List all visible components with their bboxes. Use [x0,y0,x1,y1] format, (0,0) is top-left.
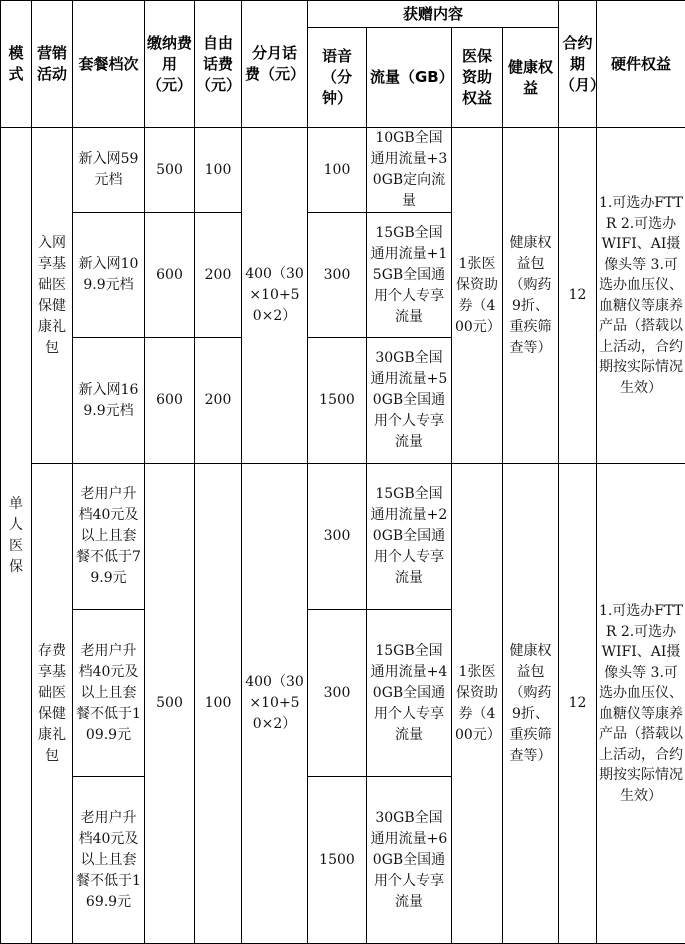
plan-cell: 老用户升档40元及以上且套餐不低于109.9元 [73,610,145,777]
payment-cell: 600 [145,213,195,338]
mode-cell: 单人医保 [1,128,32,944]
payment-cell: 600 [145,338,195,464]
free-fee-cell: 100 [195,128,242,213]
header-contract-period: 合约期（月） [559,1,597,128]
table-row [1,464,685,610]
monthly-fee-cell: 400（30×10+50×2） [242,128,308,464]
campaign-cell: 入网享基础医保健康礼包 [32,128,73,464]
monthly-fee-cell: 400（30×10+50×2） [242,464,308,944]
header-health: 健康权益 [503,28,559,128]
campaign-cell: 存费享基础医保健康礼包 [32,464,73,944]
header-free-fee: 自由话费（元） [195,1,242,128]
header-campaign: 营销活动 [32,1,73,128]
payment-cell: 500 [145,464,195,944]
voice-cell: 100 [308,128,367,213]
header-payment-fee: 缴纳费用（元） [145,1,195,128]
free-fee-cell: 200 [195,338,242,464]
data-cell: 15GB全国通用流量+40GB全国通用个人专享流量 [367,610,452,777]
free-fee-cell: 100 [195,464,242,944]
medical-aid-cell: 1张医保资助券（400元） [452,128,503,464]
data-cell: 10GB全国通用流量+30GB定向流量 [367,128,452,213]
header-mode: 模式 [1,1,32,128]
header-plan-tier: 套餐档次 [73,1,145,128]
voice-cell: 300 [308,464,367,610]
table-row [1,128,685,213]
free-fee-cell: 200 [195,213,242,338]
health-cell: 健康权益包（购药9折、重疾筛查等） [503,464,559,944]
hardware-cell: 1.可选办FTTR 2.可选办WIFI、AI摄像头等 3.可选办血压仪、血糖仪等康养产品（搭载以上活动，合约期按实际情况生效） [597,128,685,464]
header-voice: 语音（分钟） [308,28,367,128]
voice-cell: 300 [308,213,367,338]
health-cell: 健康权益包（购药9折、重疾筛查等） [503,128,559,464]
plan-cell: 新入网59元档 [73,128,145,213]
payment-cell: 500 [145,128,195,213]
header-medical-aid: 医保资助权益 [452,28,503,128]
voice-cell: 1500 [308,338,367,464]
data-cell: 30GB全国通用流量+60GB全国通用个人专享流量 [367,777,452,944]
data-cell: 15GB全国通用流量+20GB全国通用个人专享流量 [367,464,452,610]
plan-cell: 老用户升档40元及以上且套餐不低于169.9元 [73,777,145,944]
medical-aid-cell: 1张医保资助券（400元） [452,464,503,944]
contract-cell: 12 [559,464,597,944]
data-cell: 15GB全国通用流量+15GB全国通用个人专享流量 [367,213,452,338]
header-data: 流量（GB） [367,28,452,128]
header-monthly-fee: 分月话费（元） [242,1,308,128]
data-cell: 30GB全国通用流量+50GB全国通用个人专享流量 [367,338,452,464]
contract-cell: 12 [559,128,597,464]
header-gift-content: 获赠内容 [308,1,559,28]
voice-cell: 300 [308,610,367,777]
plan-cell: 新入网169.9元档 [73,338,145,464]
header-hardware: 硬件权益 [597,1,685,128]
voice-cell: 1500 [308,777,367,944]
hardware-cell: 1.可选办FTTR 2.可选办WIFI、AI摄像头等 3.可选办血压仪、血糖仪等康养产品（搭载以上活动，合约期按实际情况生效） [597,464,685,944]
plan-cell: 老用户升档40元及以上且套餐不低于79.9元 [73,464,145,610]
plan-cell: 新入网109.9元档 [73,213,145,338]
